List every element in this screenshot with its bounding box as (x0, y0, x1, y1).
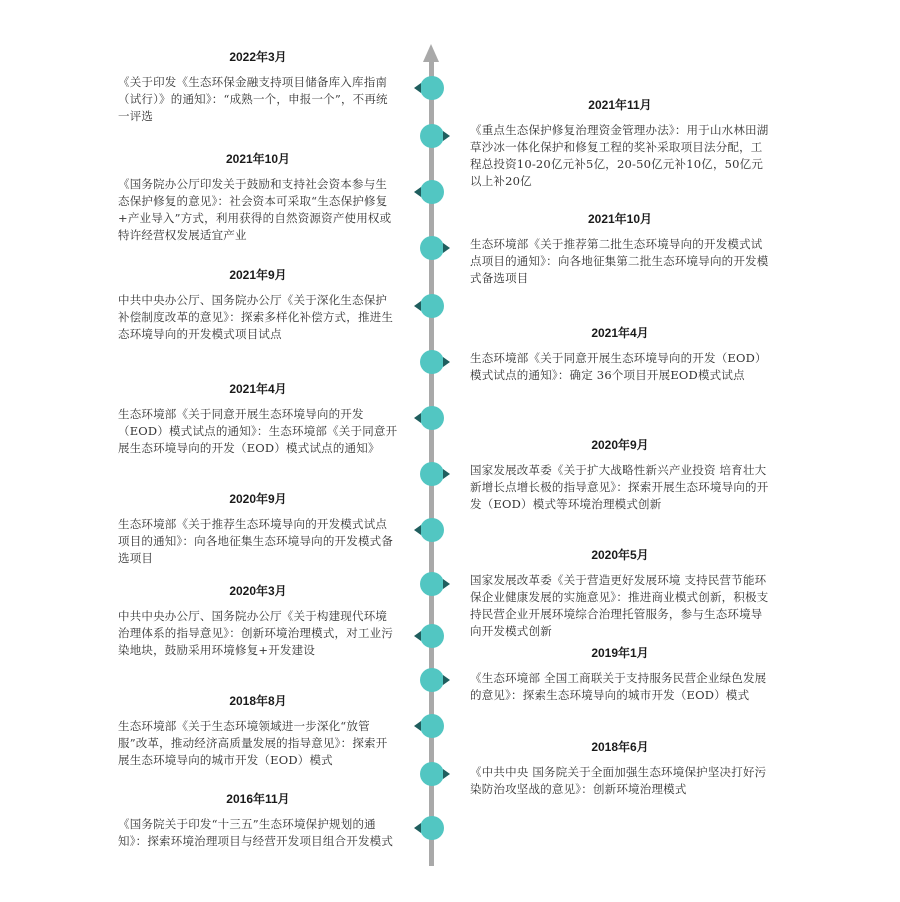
right-pointer (443, 469, 450, 479)
timeline-entry (118, 692, 398, 769)
entry-text: 《国务院办公厅印发关于鼓励和支持社会资本参与生态保护修复的意见》：社会资本可采取“生态保护修复+产业导入”方式，利用获得的自然资源资产使用权或特许经营权发展适宜产业 (118, 177, 392, 242)
entry-date: 2021年4月 (591, 326, 649, 340)
timeline-entry (118, 490, 398, 567)
entry-text: 生态环境部《关于推荐第二批生态环境导向的开发模式试点项目的通知》：向各地征集第二批生态环境导向的开发模式备选项目 (470, 237, 769, 285)
entry-date: 2020年9月 (229, 492, 287, 506)
entry-text: 中共中央办公厅、国务院办公厅《关于构建现代环境治理体系的指导意见》：创新环境治理模式，对工业污染地块，鼓励采用环境修复+开发建设 (118, 609, 394, 657)
entry-text: 生态环境部《关于同意开展生态环境导向的开发（EOD）模式试点的通知》：生态环境部《关于同意开展生态环境导向的开发（EOD）模式试点的通知》 (118, 407, 398, 455)
timeline-node (420, 76, 444, 100)
timeline-entry (118, 48, 398, 125)
entry-date: 2021年10月 (225, 152, 291, 166)
entry-date: 2021年9月 (229, 268, 287, 282)
timeline-entry (118, 266, 398, 343)
entry-text: 《中共中央 国务院关于全面加强生态环境保护坚决打好污染防治攻坚战的意见》：创新环境治理模式 (470, 765, 767, 796)
left-pointer (414, 187, 421, 197)
entry-date: 2021年4月 (229, 382, 287, 396)
timeline-node (420, 350, 444, 374)
timeline-entry (118, 380, 398, 457)
timeline-entry (118, 790, 398, 850)
left-pointer (414, 301, 421, 311)
timeline-entry (470, 644, 770, 704)
entry-text: 国家发展改革委《关于扩大战略性新兴产业投资 培育壮大新增长点增长极的指导意见》：探索开展生态环境导向的开发（EOD）模式等环境治理模式创新 (470, 463, 769, 511)
left-pointer (414, 721, 421, 731)
right-pointer (443, 357, 450, 367)
left-pointer (414, 823, 421, 833)
entry-date: 2019年1月 (591, 646, 649, 660)
entry-date: 2021年11月 (588, 98, 652, 112)
entry-text: 生态环境部《关于同意开展生态环境导向的开发（EOD）模式试点的通知》：确定 36个项目开展EOD模式试点 (470, 351, 767, 382)
timeline-entry (470, 738, 770, 798)
timeline-node (420, 406, 444, 430)
entry-text: 中共中央办公厅、国务院办公厅《关于深化生态保护补偿制度改革的意见》：探索多样化补偿方式，推进生态环境导向的开发模式项目试点 (118, 293, 394, 341)
timeline-node (420, 236, 444, 260)
timeline-entry (470, 210, 770, 287)
timeline-node (420, 668, 444, 692)
entry-text: 《国务院关于印发“十三五”生态环境保护规划的通知》：探索环境治理项目与经营开发项目组合开发模式 (118, 817, 394, 848)
entry-date: 2018年6月 (591, 740, 649, 754)
timeline-node (420, 518, 444, 542)
entry-text: 《重点生态保护修复治理资金管理办法》：用于山水林田湖草沙冰一体化保护和修复工程的奖补采取项目法分配，工程总投资10-20亿元补5亿，20-50亿元补10亿，50亿元以上补20亿 (470, 123, 769, 188)
entry-text: 《关于印发《生态环保金融支持项目储备库入库指南（试行）》的通知》：“成熟一个，申报一个”，不再统一评选 (118, 75, 388, 123)
timeline-entry (470, 324, 770, 384)
entry-text: 生态环境部《关于推荐生态环境导向的开发模式试点项目的通知》：向各地征集生态环境导向的开发模式备选项目 (118, 517, 394, 565)
timeline-node (420, 462, 444, 486)
entry-date: 2020年9月 (591, 438, 649, 452)
left-pointer (414, 525, 421, 535)
timeline-node (420, 294, 444, 318)
timeline-entry (470, 96, 770, 190)
right-pointer (443, 769, 450, 779)
timeline-node (420, 624, 444, 648)
entry-date: 2020年5月 (591, 548, 649, 562)
entry-date: 2022年3月 (229, 50, 287, 64)
timeline-entry (470, 546, 770, 640)
timeline-entry (470, 436, 770, 513)
right-pointer (443, 579, 450, 589)
left-pointer (414, 631, 421, 641)
entry-date: 2021年10月 (587, 212, 653, 226)
timeline-node (420, 816, 444, 840)
timeline-node (420, 762, 444, 786)
right-pointer (443, 675, 450, 685)
timeline-node (420, 124, 444, 148)
left-pointer (414, 413, 421, 423)
entry-date: 2016年11月 (226, 792, 290, 806)
timeline-node (420, 572, 444, 596)
right-pointer (443, 131, 450, 141)
entry-text: 《生态环境部 全国工商联关于支持服务民营企业绿色发展的意见》：探索生态环境导向的城市开发（EOD）模式 (470, 671, 767, 702)
timeline-node (420, 714, 444, 738)
entry-date: 2020年3月 (229, 584, 287, 598)
timeline-node (420, 180, 444, 204)
timeline-entry (118, 150, 398, 244)
timeline-entry (118, 582, 398, 659)
right-pointer (443, 243, 450, 253)
entry-text: 国家发展改革委《关于营造更好发展环境 支持民营节能环保企业健康发展的实施意见》：推进商业模式创新，积极支持民营企业开展环境综合治理托管服务，参与生态环境导向开发模式创新 (470, 573, 769, 638)
entry-text: 生态环境部《关于生态环境领域进一步深化“放管服”改革，推动经济高质量发展的指导意见》：探索开展生态环境导向的城市开发（EOD）模式 (118, 719, 388, 767)
left-pointer (414, 83, 421, 93)
entry-date: 2018年8月 (229, 694, 287, 708)
